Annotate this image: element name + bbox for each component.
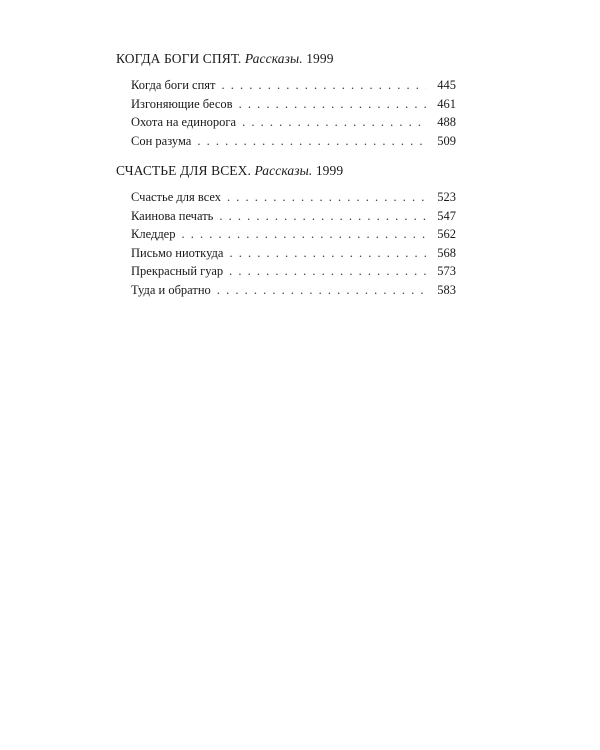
entry-page-number: 547 <box>437 208 456 223</box>
section-entries <box>116 188 456 299</box>
toc-entry[interactable] <box>131 262 456 281</box>
entry-title: Когда боги спят <box>131 78 216 92</box>
entry-title: Сон разума <box>131 133 192 148</box>
toc-entry[interactable] <box>131 207 456 226</box>
toc-entry[interactable] <box>131 132 456 151</box>
toc-section-schastye-dlya-vseh <box>116 162 456 299</box>
dot-leader <box>239 95 426 113</box>
entry-page-number: 583 <box>437 282 456 297</box>
toc-entry[interactable] <box>131 95 456 114</box>
entry-title: Каинова печать <box>131 208 214 223</box>
toc-entry[interactable] <box>131 244 456 263</box>
entry-title: Счастье для всех <box>131 190 222 204</box>
entry-page-number: 461 <box>437 96 456 111</box>
section-entries <box>116 76 456 150</box>
entry-title: Изгоняющие бесов <box>131 96 233 111</box>
entry-page-number: 523 <box>437 190 456 204</box>
section-heading <box>116 162 456 180</box>
toc-entry[interactable] <box>131 225 456 244</box>
entry-page-number: 509 <box>437 133 456 148</box>
dot-leader <box>197 132 426 150</box>
section-genre: Рассказы. <box>244 51 303 66</box>
section-year: 1999 <box>306 51 334 66</box>
entry-title: Охота на единорога <box>131 115 237 129</box>
toc-entry[interactable] <box>131 113 456 132</box>
entry-title: Письмо ниоткуда <box>131 245 224 260</box>
dot-leader <box>222 76 426 94</box>
entry-title: Туда и обратно <box>131 282 211 297</box>
toc-entry[interactable] <box>131 188 456 207</box>
toc-entry[interactable] <box>131 281 456 300</box>
section-title: КОГДА БОГИ СПЯТ. <box>116 51 242 66</box>
entry-title: Прекрасный гуар <box>131 264 224 278</box>
toc-section-kogda-bogi-spyat <box>116 50 456 150</box>
section-heading <box>116 50 456 68</box>
entry-page-number: 573 <box>437 264 456 278</box>
section-genre: Рассказы. <box>254 163 313 178</box>
dot-leader <box>229 244 426 262</box>
dot-leader <box>242 113 426 131</box>
entry-title: Кледдер <box>131 227 176 241</box>
dot-leader <box>219 207 426 225</box>
entry-page-number: 445 <box>437 78 456 92</box>
dot-leader <box>227 188 426 206</box>
dot-leader <box>181 225 426 243</box>
entry-page-number: 568 <box>437 245 456 260</box>
dot-leader <box>217 281 426 299</box>
toc-entry[interactable] <box>131 76 456 95</box>
dot-leader <box>229 262 426 280</box>
entry-page-number: 488 <box>437 115 456 129</box>
entry-page-number: 562 <box>437 227 456 241</box>
section-year: 1999 <box>315 163 344 178</box>
section-title: СЧАСТЬЕ ДЛЯ ВСЕХ. <box>116 163 251 178</box>
